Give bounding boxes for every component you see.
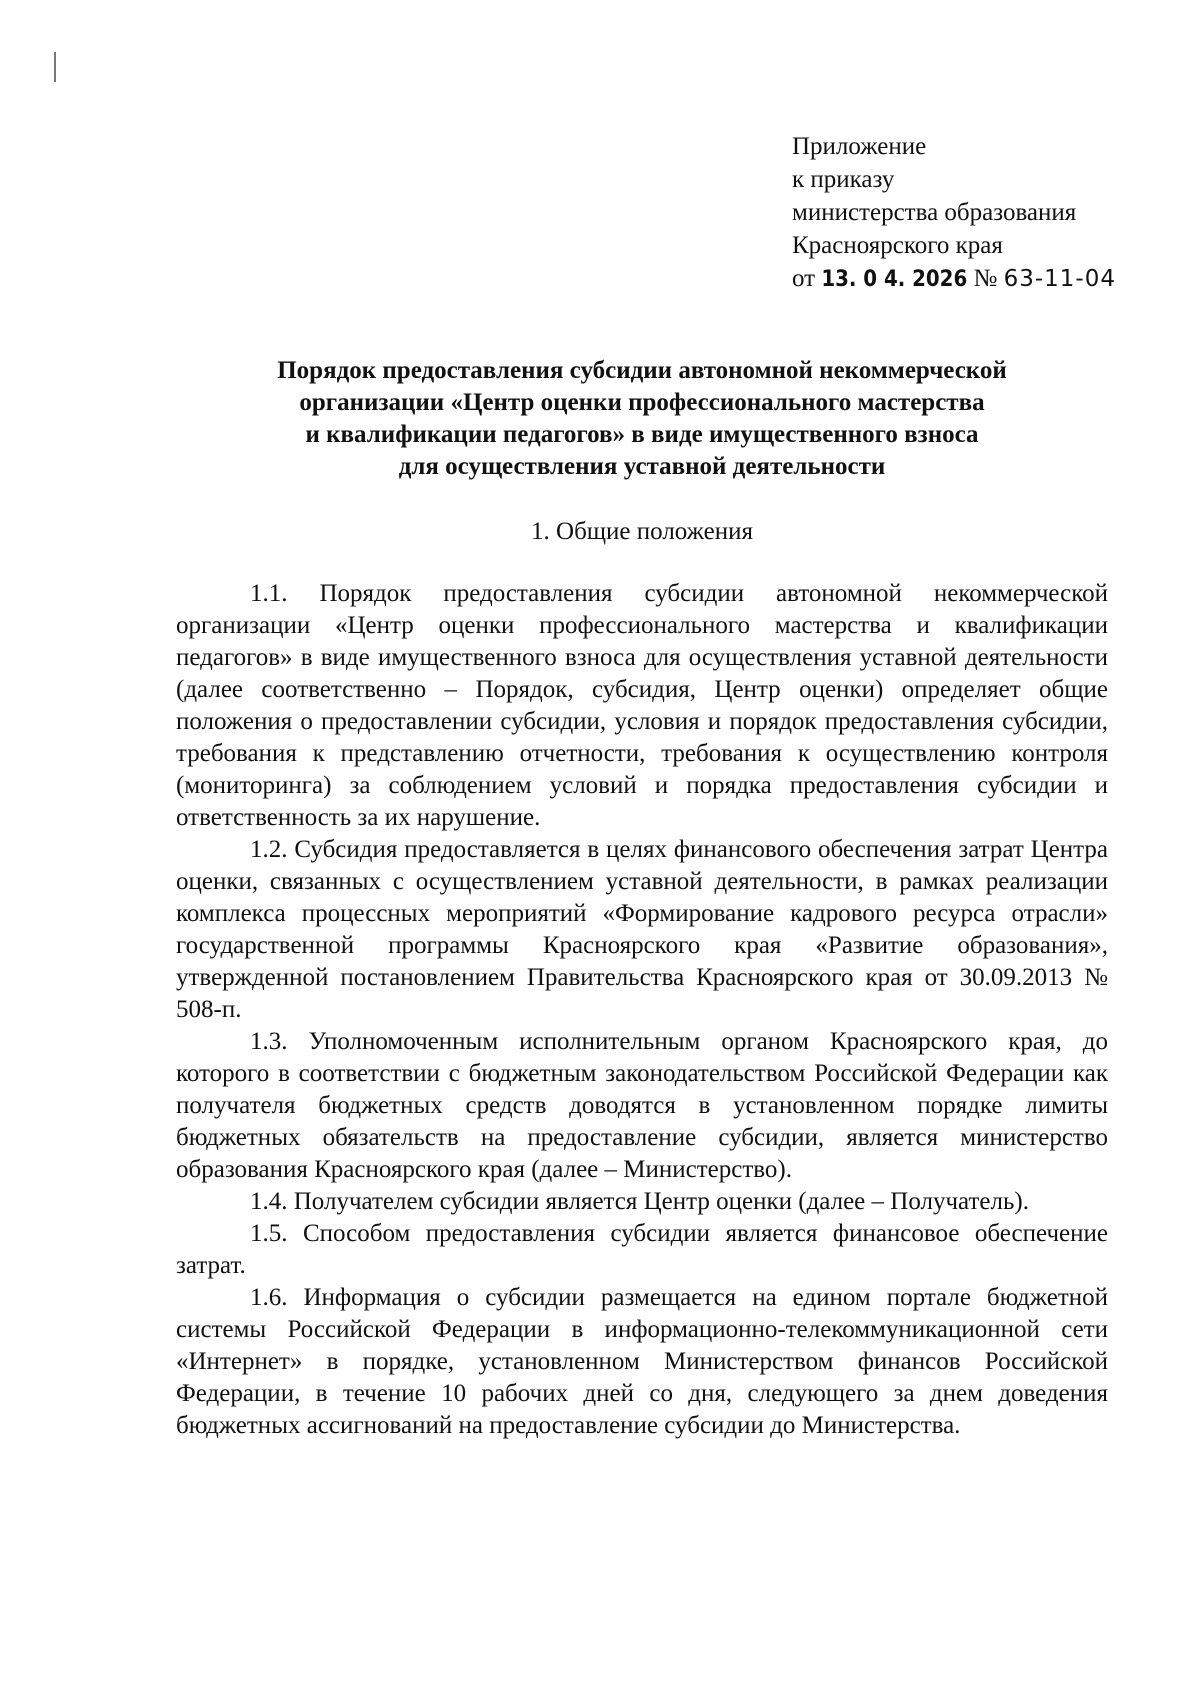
order-number-handwritten: 63-11-04 (1003, 266, 1116, 292)
paragraph-1-2: 1.2. Субсидия предоставляется в целях финансового обеспечения затрат Центра оценки, связанных с осуществлением уставной деятельности, в рамках реализации комплекса процессных мероприятий «Формирование кадрового ресурса отрасли» государственной программы Красноярского края «Развитие образования», утвержденной постановлением Правительства Красноярского края от 30.09.2013 № 508-п. (176, 836, 1108, 1023)
appendix-line: Красноярского края (792, 232, 1003, 259)
paragraph-1-6: 1.6. Информация о субсидии размещается на едином портале бюджетной системы Российской Федерации в информационно-телекоммуникационной сети «Интернет» в порядке, установленном Министерством финансов Российской Федерации, в течение 10 рабочих дней со дня, следующего за днем доведения бюджетных ассигнований на предоставление субсидии до Министерства. (176, 1284, 1108, 1439)
appendix-line: Приложение (792, 133, 927, 160)
paragraph-1-5: 1.5. Способом предоставления субсидии является финансовое обеспечение затрат. (176, 1220, 1108, 1279)
scan-artifact-line (54, 52, 56, 82)
paragraph-1-3: 1.3. Уполномоченным исполнительным органом Красноярского края, до которого в соответствии с бюджетным законодательством Российской Федерации как получателя бюджетных средств доводятся в установленном порядке лимиты бюджетных обязательств на предоставление субсидии, является министерство образования Красноярского края (далее – Министерство). (176, 1028, 1108, 1183)
date-prefix: от (792, 265, 816, 292)
title-line: и квалификации педагогов» в виде имущественного взноса (305, 421, 979, 448)
appendix-header (792, 130, 1116, 296)
section-heading: 1. Общие положения (531, 518, 753, 545)
order-date-number (792, 262, 1116, 296)
appendix-line: министерства образования (792, 199, 1077, 226)
order-date-stamp: 13. 0 4. 2026 (821, 267, 968, 292)
title-line: организации «Центр оценки профессионального мастерства (299, 389, 985, 416)
paragraph-1-1: 1.1. Порядок предоставления субсидии автономной некоммерческой организации «Центр оценки профессионального мастерства и квалификации педагогов» в виде имущественного взноса для осуществления уставной деятельности (далее соответственно – Порядок, субсидия, Центр оценки) определяет общие положения о предоставлении субсидии, условия и порядок предоставления субсидии, требования к представлению отчетности, требования к осуществлению контроля (мониторинга) за соблюдением условий и порядка предоставления субсидии и ответственность за их нарушение. (176, 580, 1108, 831)
title-line: для осуществления уставной деятельности (398, 453, 886, 480)
document-title (176, 355, 1108, 483)
paragraph-1-4: 1.4. Получателем субсидии является Центр оценки (далее – Получатель). (250, 1188, 1029, 1215)
title-line: Порядок предоставления субсидии автономной некоммерческой (277, 357, 1007, 384)
document-body (176, 578, 1108, 1442)
number-sign: № (973, 265, 998, 292)
appendix-line: к приказу (792, 166, 895, 193)
